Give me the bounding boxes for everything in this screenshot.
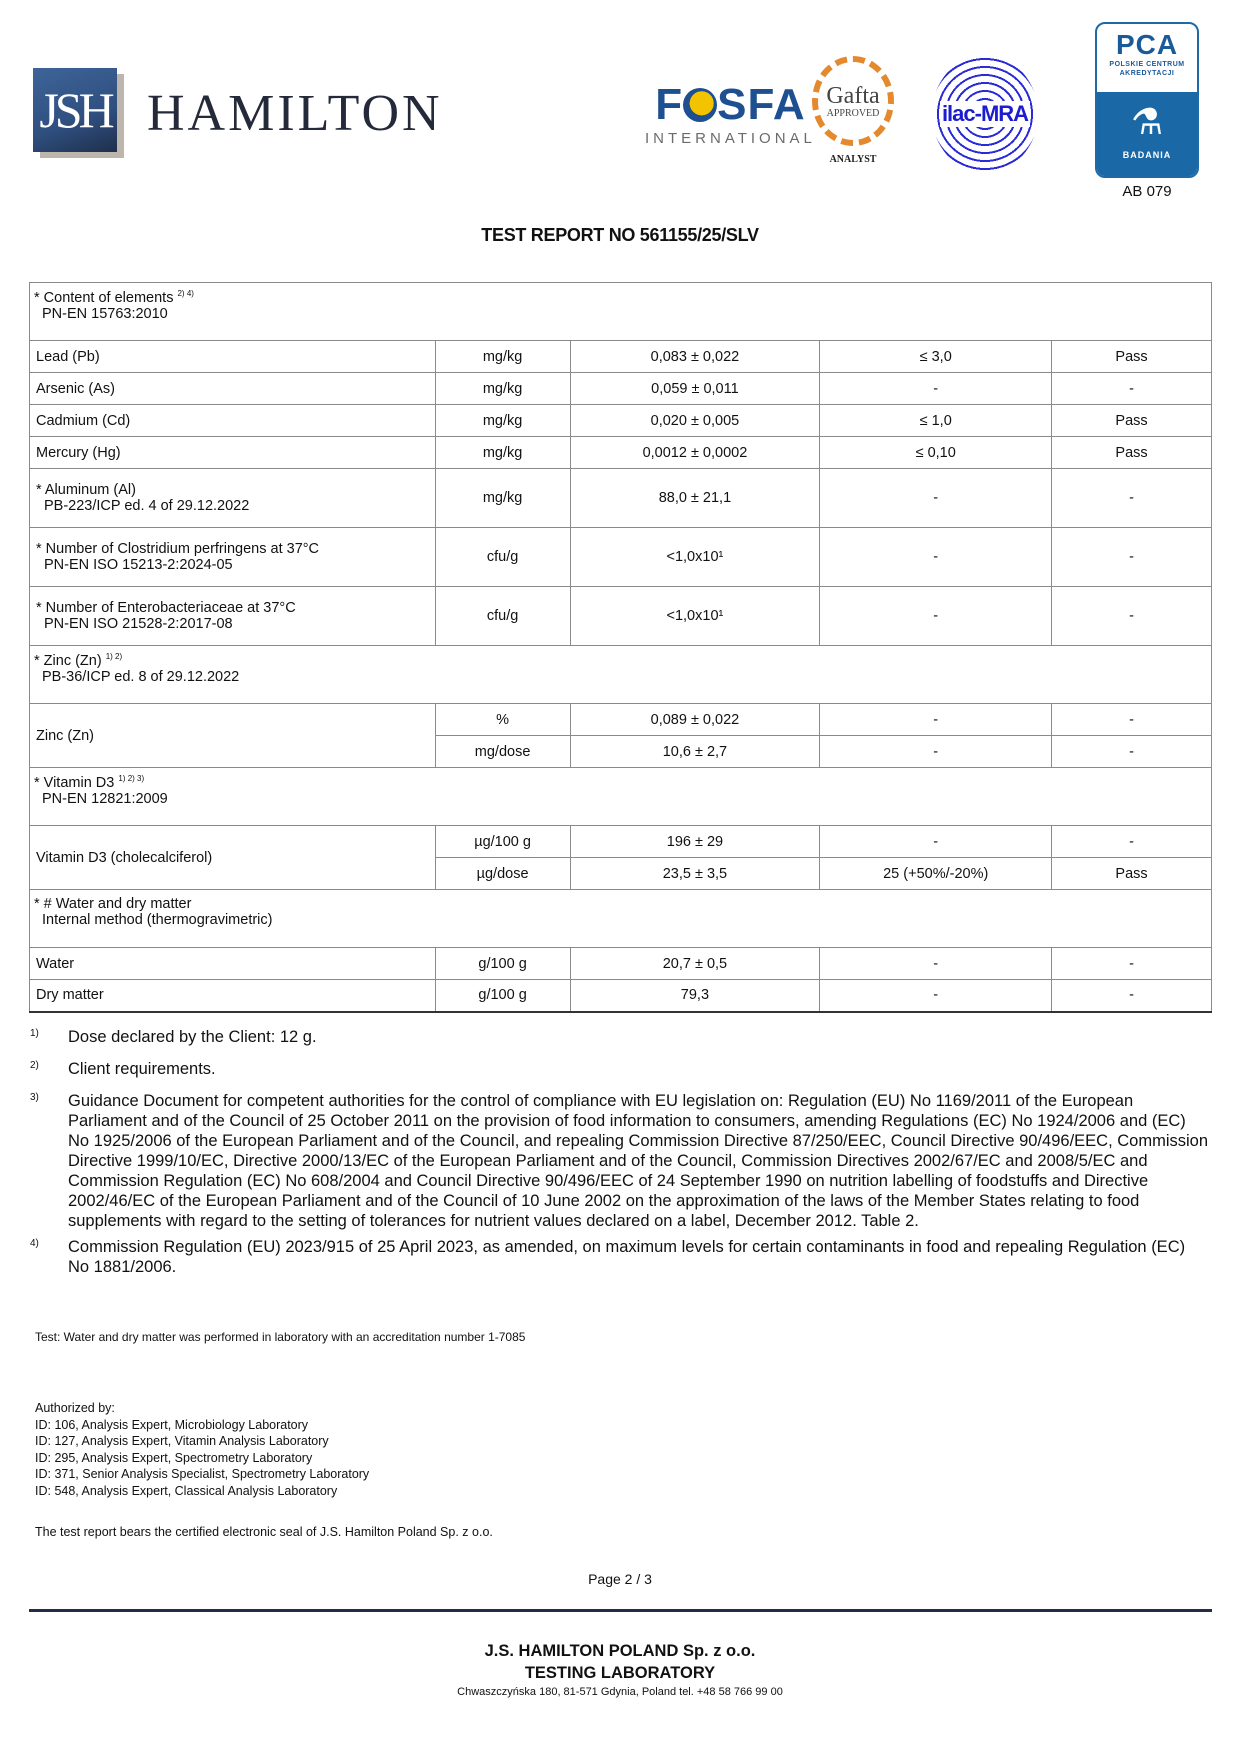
wheat-wreath-icon: Gafta APPROVED <box>812 56 894 146</box>
assessment-status: Pass <box>1052 858 1212 890</box>
fosfa-logo: F SFA INTERNATIONAL <box>645 80 816 147</box>
company-name: HAMILTON <box>147 84 443 142</box>
table-row: mg/dose 10,6 ± 2,7 - - <box>30 736 1212 768</box>
authorizer: ID: 371, Senior Analysis Specialist, Spectrometry Laboratory <box>35 1467 370 1481</box>
authorizer: ID: 295, Analysis Expert, Spectrometry Laboratory <box>35 1450 313 1465</box>
table-row: Water g/100 g 20,7 ± 0,5 - - <box>30 948 1212 980</box>
authorizer: ID: 548, Analysis Expert, Classical Analysis Laboratory <box>35 1483 338 1498</box>
footnote: 3) Guidance Document for competent authorities for the control of compliance with EU legislation on: Regulation (EU) No 1169/2011 of the European Parliament and of the Council of 25 October 2011 on the provision of food information to consumers, amending Regulations (EC) No 1924/2006 and (EC) No 1925/2006 of the European Parliament and of the Council, and repealing Commission Directive 87/250/EEC, Council Directive 90/496/EEC, Commission Directive 1999/10/EC, Directive 2000/13/EC of the European Parliament and of the Council, Commission Directives 2002/67/EC and 2008/5/EC and Commission Regulation (EC) No 608/2004 and Council Directive 90/496/EEC of 24 September 1990 on nutrition labelling of foodstuffs and Directive 2002/46/EC of the European Parliament and of the Council of 10 June 2002 on the approximation of the laws of the Member States relating to food supplements with regard to the setting of tolerances for nutrient values declared on a label, December 2012. Table 2. <box>30 1092 1209 1230</box>
footer-divider <box>29 1609 1212 1612</box>
flask-icon: ⚗ <box>1130 101 1164 142</box>
table-row: Lead (Pb) mg/kg 0,083 ± 0,022 ≤ 3,0 Pass <box>30 341 1212 373</box>
assessment-status: Pass <box>1052 437 1212 469</box>
globe-icon <box>683 88 717 122</box>
group-header-elements: * Content of elements $^{2) 4)}$ PN-EN 15763:2010 <box>30 283 1212 341</box>
seal-note: The test report bears the certified electronic seal of J.S. Hamilton Poland Sp. z o.o. <box>35 1525 493 1539</box>
footnote: 4) Commission Regulation (EU) 2023/915 of 25 April 2023, as amended, on maximum levels for certain contaminants in food and repealing Regulation (EC) No 1881/2006. <box>30 1238 1186 1276</box>
report-title: TEST REPORT NO 561155/25/SLV <box>481 225 759 245</box>
accreditation-note: Test: Water and dry matter was performed in laboratory with an accreditation number 1-7085 <box>35 1330 526 1344</box>
table-row: Zinc (Zn) % 0,089 ± 0,022 - - <box>30 704 1212 736</box>
group-header-vitamin-d3: * Vitamin D3 $^{1) 2) 3)}$ PN-EN 12821:2009 <box>30 768 1212 826</box>
accreditation-number: AB 079 <box>1122 183 1172 200</box>
table-row: Cadmium (Cd) mg/kg 0,020 ± 0,005 ≤ 1,0 Pass <box>30 405 1212 437</box>
gafta-logo: Gafta APPROVED ANALYST <box>808 56 898 165</box>
pca-logo: PCA POLSKIE CENTRUM AKREDYTACJI ⚗ BADANIA <box>1095 22 1199 178</box>
results-table <box>29 282 1212 1013</box>
table-row: Arsenic (As) mg/kg 0,059 ± 0,011 - - <box>30 373 1212 405</box>
assessment-status: Pass <box>1052 341 1212 373</box>
jsh-monogram-icon: JSH <box>33 68 117 152</box>
table-row: Mercury (Hg) mg/kg 0,0012 ± 0,0002 ≤ 0,10 Pass <box>30 437 1212 469</box>
footnotes <box>30 1027 1210 1289</box>
assessment-status: Pass <box>1052 405 1212 437</box>
footnote: 1) Dose declared by the Client: 12 g. <box>30 1028 317 1046</box>
group-header-zinc: * Zinc (Zn) $^{1) 2)}$ PB-36/ICP ed. 8 of 29.12.2022 <box>30 646 1212 704</box>
footer: J.S. HAMILTON POLAND Sp. z o.o. TESTING LABORATORY Chwaszczyńska 180, 81-571 Gdynia, Poland tel. +48 58 766 99 00 <box>457 1642 783 1698</box>
table-row: µg/dose 23,5 ± 3,5 25 (+50%/-20%) Pass <box>30 858 1212 890</box>
authorizer: ID: 127, Analysis Expert, Vitamin Analysis Laboratory <box>35 1434 329 1448</box>
table-row: * Aluminum (Al) PB-223/ICP ed. 4 of 29.12.2022 mg/kg 88,0 ± 21,1 - - <box>30 469 1212 528</box>
table-row: * Number of Clostridium perfringens at 37°C PN-EN ISO 15213-2:2024-05 cfu/g <1,0x10¹ - - <box>30 528 1212 587</box>
page-number: Page 2 / 3 <box>588 1571 652 1587</box>
ilac-mra-logo: ilac-MRA <box>932 55 1038 173</box>
footnote: 2) Client requirements. <box>30 1060 216 1078</box>
authorized-by: Authorized by: ID: 106, Analysis Expert, Microbiology Laboratory ID: 127, Analysis Expert, Vitamin Analysis Laboratory ID: 295, Analysis Expert, Spectrometry Laboratory ID: 371, Senior Analysis Specialist, Spectrometry Laboratory ID: 548, Analysis Expert, Classical Analysis Laboratory <box>35 1401 370 1498</box>
table-row: Vitamin D3 (cholecalciferol) µg/100 g 196 ± 29 - - <box>30 826 1212 858</box>
table-row: * Number of Enterobacteriaceae at 37°C PN-EN ISO 21528-2:2017-08 cfu/g <1,0x10¹ - - <box>30 587 1212 646</box>
table-row: Dry matter g/100 g 79,3 - - <box>30 980 1212 1012</box>
hamilton-logo <box>33 68 443 152</box>
group-header-water: * # Water and dry matter Internal method (thermogravimetric) <box>30 890 1212 948</box>
authorizer: ID: 106, Analysis Expert, Microbiology Laboratory <box>35 1417 309 1432</box>
